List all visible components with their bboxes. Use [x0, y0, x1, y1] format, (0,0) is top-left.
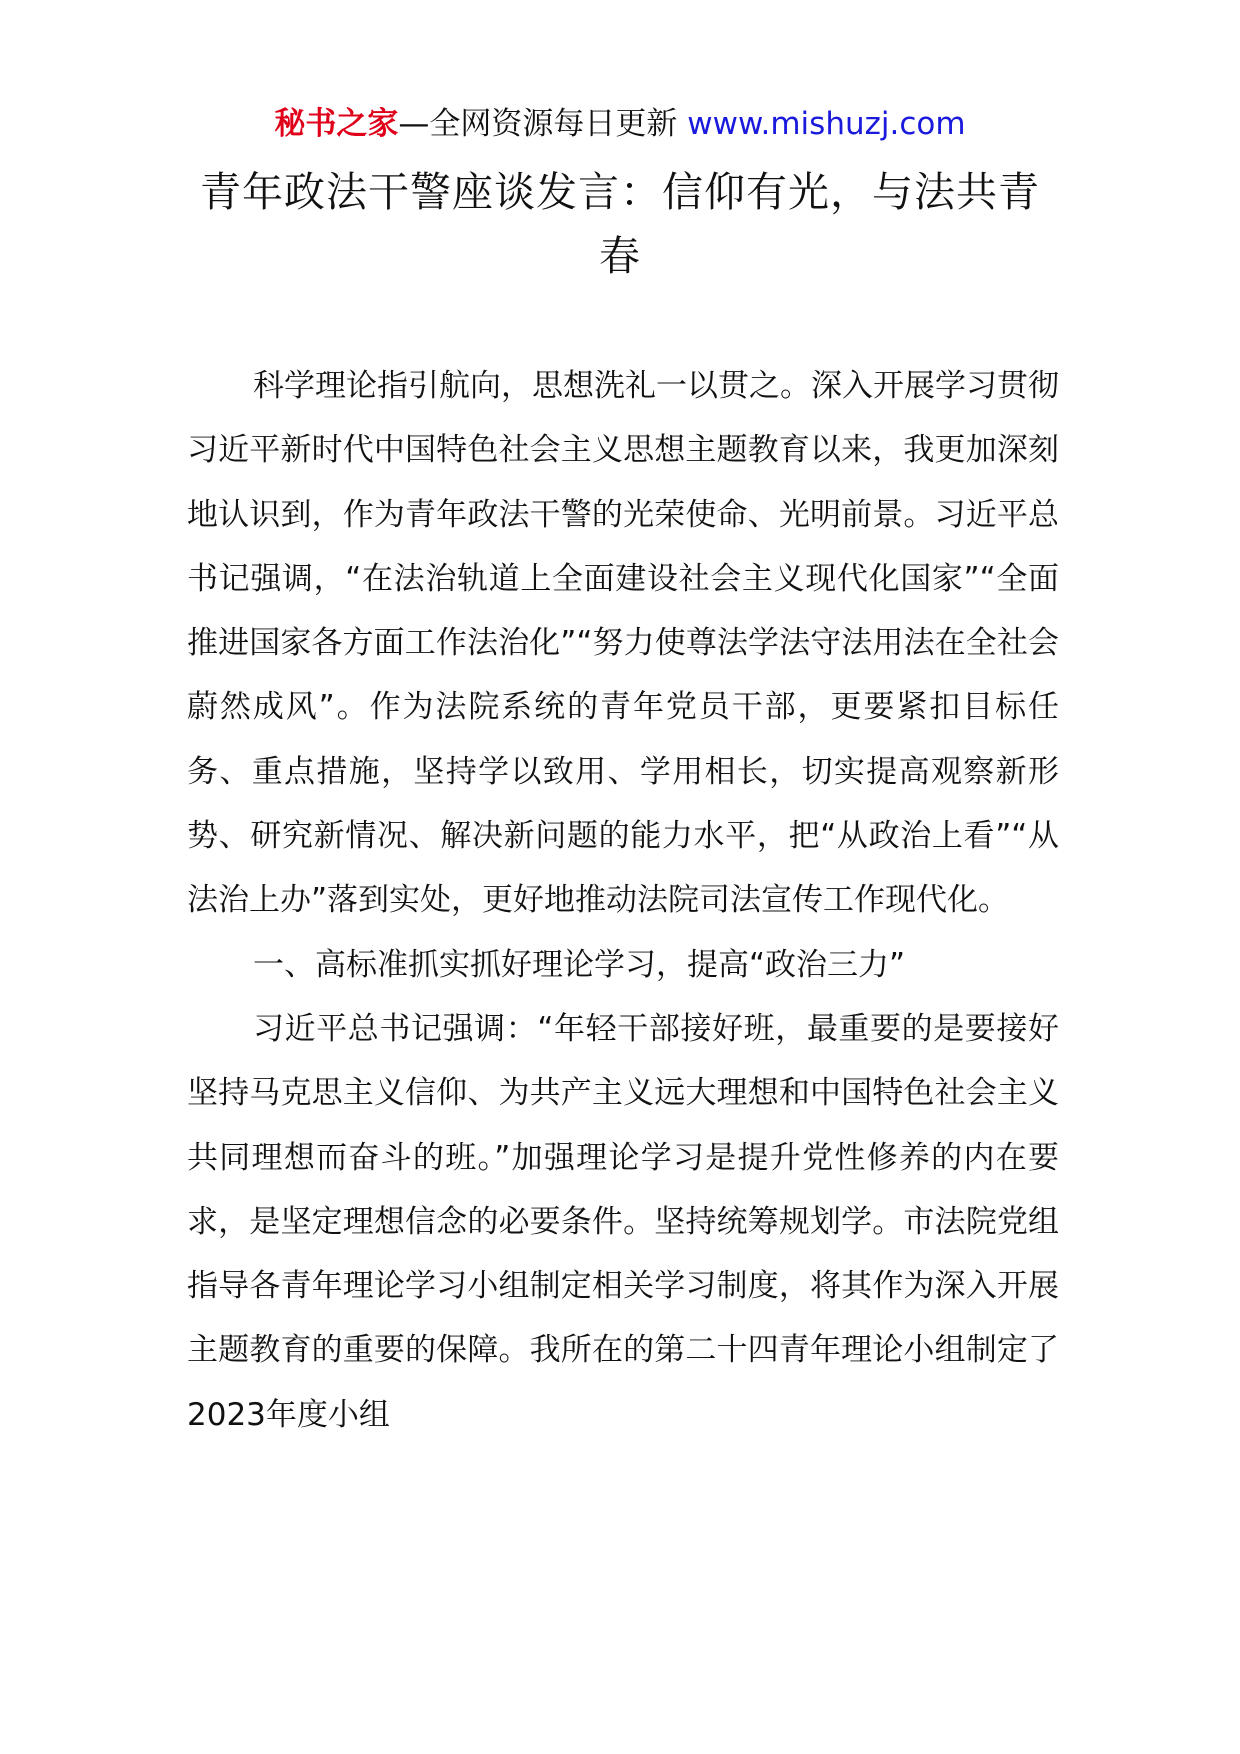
section-one-heading: 一、高标准抓实抓好理论学习，提高“政治三力” — [253, 946, 906, 983]
site-brand-name: 秘书之家 — [274, 106, 399, 142]
document-title: 青年政法干警座谈发言：信仰有光，与法共青春 — [200, 168, 1040, 280]
intro-paragraph: 科学理论指引航向，思想洗礼一以贯之。深入开展学习贯彻习近平新时代中国特色社会主义思想主题教育以来，我更加深刻地认识到，作为青年政法干警的光荣使命、光明前景。习近平总书记强调，“在法治轨道上全面建设社会主义现代化国家”“全面推进国家各方面工作法治化”“努力使尊法学法守法用法在全社会蔚然成风”。作为法院系统的青年党员干部，更要紧扣目标任务、重点措施，坚持学以致用、学用相长，切实提高观察新形势、研究新情况、解决新问题的能力水平，把“从政治上看”“从法治上办”落到实处，更好地推动法院司法宣传工作现代化。 — [187, 368, 1059, 919]
document-body — [187, 354, 1059, 1447]
site-tagline: —全网资源每日更新 — [398, 106, 688, 142]
section-one-paragraph: 习近平总书记强调：“年轻干部接好班，最重要的是要接好坚持马克思主义信仰、为共产主义远大理想和中国特色社会主义共同理想而奋斗的班。”加强理论学习是提升党性修养的内在要求，是坚定理想信念的必要条件。坚持统筹规划学。市法院党组指导各青年理论学习小组制定相关学习制度，将其作为深入开展主题教育的重要的保障。我所在的第二十四青年理论小组制定了2023年度小组 — [187, 1010, 1059, 1433]
site-header — [0, 102, 1240, 146]
site-url-link[interactable]: www.mishuzj.com — [687, 106, 966, 142]
